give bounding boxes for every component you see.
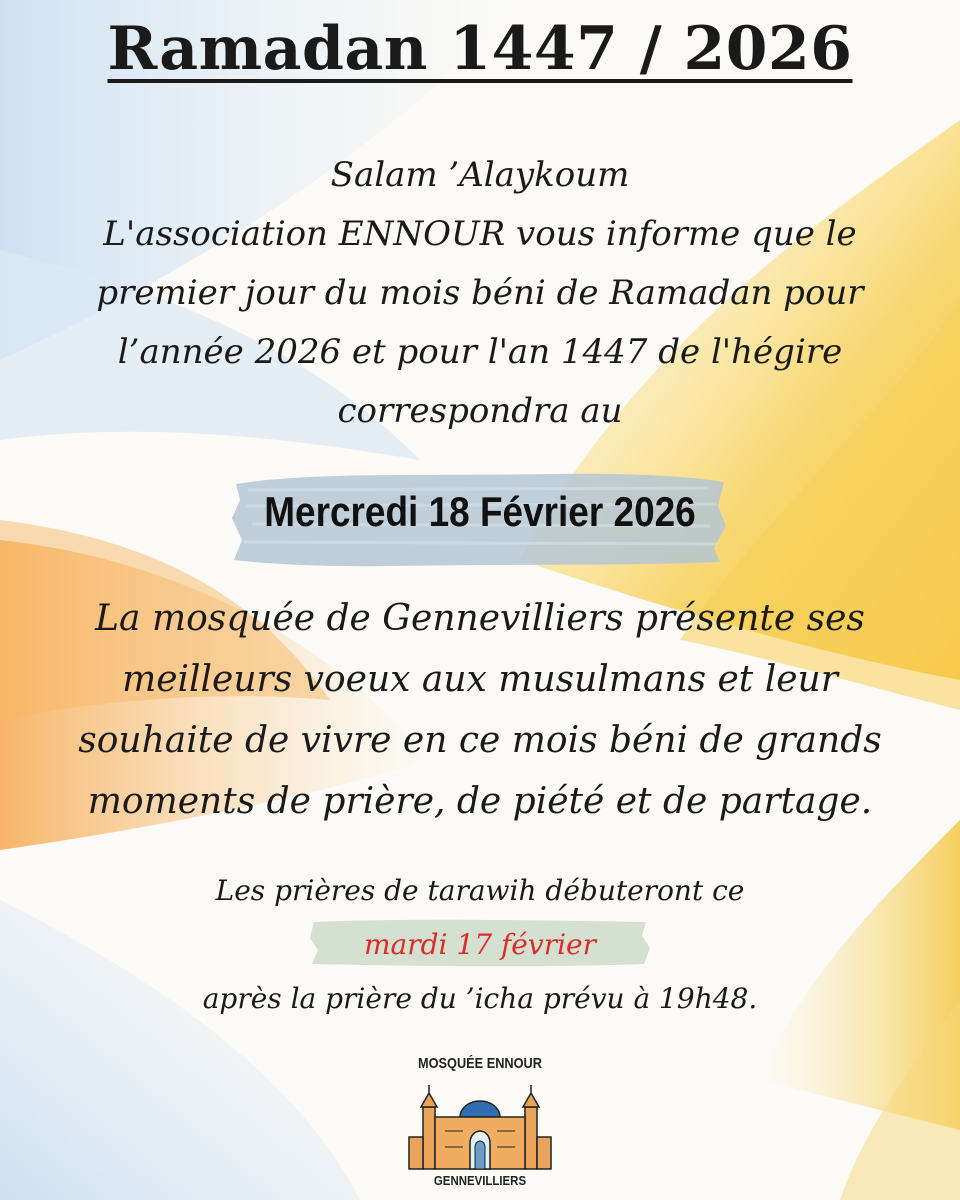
wishes-line: moments de prière, de piété et de partage.: [87, 781, 873, 822]
wishes-line: souhaite de vivre en ce mois béni de grands: [78, 720, 882, 761]
intro-paragraph: [60, 146, 900, 441]
tarawih-line: Les prières de tarawih débuteront ce: [215, 874, 745, 907]
wishes-paragraph: [60, 588, 900, 832]
wishes-line: meilleurs voeux aux musulmans et leur: [122, 659, 838, 700]
ramadan-start-date: Mercredi 18 Février 2026: [264, 488, 696, 535]
intro-line: L'association ENNOUR vous informe que le: [103, 214, 857, 254]
intro-line: correspondra au: [337, 391, 623, 431]
wishes-line: La mosquée de Gennevilliers présente ses: [95, 598, 865, 639]
tarawih-line: après la prière du ’icha prévu à 19h48.: [202, 982, 758, 1015]
greeting: Salam ’Alaykoum: [330, 155, 630, 195]
tarawih-paragraph: [60, 864, 900, 1026]
page-title: Ramadan 1447 / 2026: [107, 14, 853, 84]
tarawih-date: mardi 17 février: [364, 928, 596, 961]
mosque-logo: [395, 1045, 565, 1195]
intro-line: l’année 2026 et pour l'an 1447 de l'hégire: [117, 332, 843, 372]
intro-line: premier jour du mois béni de Ramadan pour: [96, 273, 864, 313]
logo-top-text: MOSQUÉE ENNOUR: [418, 1055, 542, 1072]
mosque-icon: [405, 1077, 555, 1173]
logo-bottom-text: GENNEVILLIERS: [433, 1173, 527, 1188]
